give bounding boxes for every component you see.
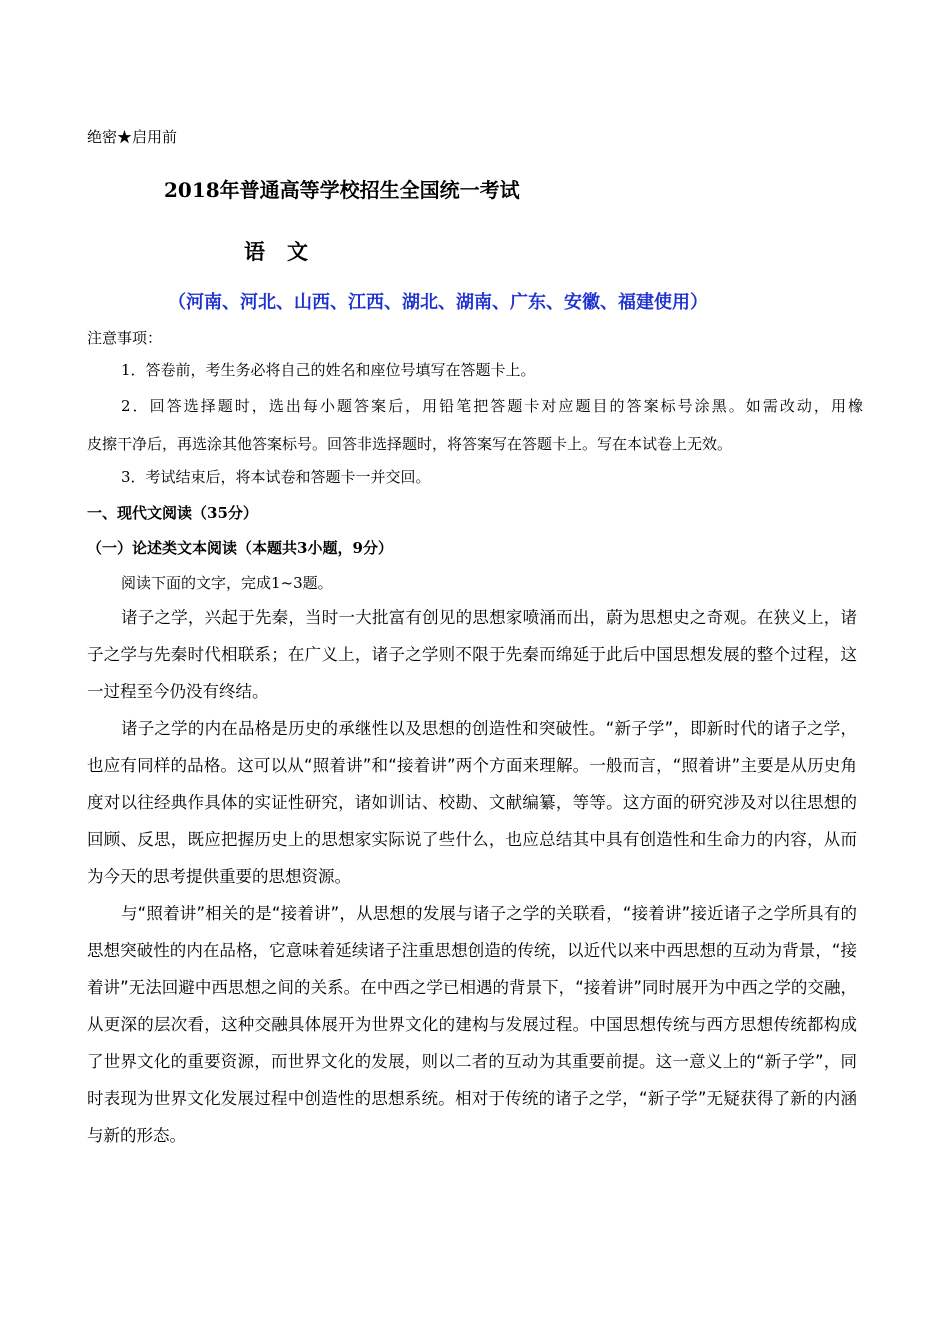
subject-title: 语文 [244,239,330,264]
notice-item-1: 1．答卷前，考生务必将自己的姓名和座位号填写在答题卡上。 [121,361,536,379]
notice-item-3: 3．考试结束后，将本试卷和答题卡一并交回。 [121,468,431,486]
reading-instruction: 阅读下面的文字，完成1~3题。 [121,574,333,592]
confidential-mark: 绝密★启用前 [87,128,178,146]
passage-paragraph-2: 诸子之学的内在品格是历史的承继性以及思想的创造性和突破性。“新子学”，即新时代的诸子之学，也应有同样的品格。这可以从“照着讲”和“接着讲”两个方面来理解。一般而言，“照着讲”主要是从历史角度对以往经典作具体的实证性研究，诸如训诂、校勘、文献编纂，等等。这方面的研究涉及对以往思想的回顾、反思，既应把握历史上的思想家实际说了些什么，也应总结其中具有创造性和生命力的内容，从而为今天的思考提供重要的思想资源。 [87,719,857,886]
section-heading-part1a: （一）论述类文本阅读（本题共3小题，9分） [87,539,393,557]
section-heading-part1: 一、现代文阅读（35分） [87,504,258,522]
notice-item-2-line-2: 皮擦干净后，再选涂其他答案标号。回答非选择题时，将答案写在答题卡上。写在本试卷上无效。 [87,435,733,453]
passage-paragraph-3: 与“照着讲”相关的是“接着讲”，从思想的发展与诸子之学的关联看，“接着讲”接近诸子之学所具有的思想突破性的内在品格，它意味着延续诸子注重思想创造的传统，以近代以来中西思想的互动为背景，“接着讲”无法回避中西思想之间的关系。在中西之学已相遇的背景下，“接着讲”同时展开为中西之学的交融，从更深的层次看，这种交融具体展开为世界文化的建构与发展过程。中国思想传统与西方思想传统都构成了世界文化的重要资源，而世界文化的发展，则以二者的互动为其重要前提。这一意义上的“新子学”，同时表现为世界文化发展过程中创造性的思想系统。相对于传统的诸子之学，“新子学”无疑获得了新的内涵与新的形态。 [87,904,857,1145]
passage-paragraph-1: 诸子之学，兴起于先秦，当时一大批富有创见的思想家喷涌而出，蔚为思想史之奇观。在狭义上，诸子之学与先秦时代相联系；在广义上，诸子之学则不限于先秦而绵延于此后中国思想发展的整个过程，这一过程至今仍没有终结。 [87,608,857,701]
exam-title: 2018年普通高等学校招生全国统一考试 [164,178,520,202]
notice-heading: 注意事项： [87,329,163,347]
regions-note: （河南、河北、山西、江西、湖北、湖南、广东、安徽、福建使用） [168,292,708,313]
notice-item-2-line-1: 2．回答选择题时，选出每小题答案后，用铅笔把答题卡对应题目的答案标号涂黑。如需改动，用橡 [121,397,863,415]
